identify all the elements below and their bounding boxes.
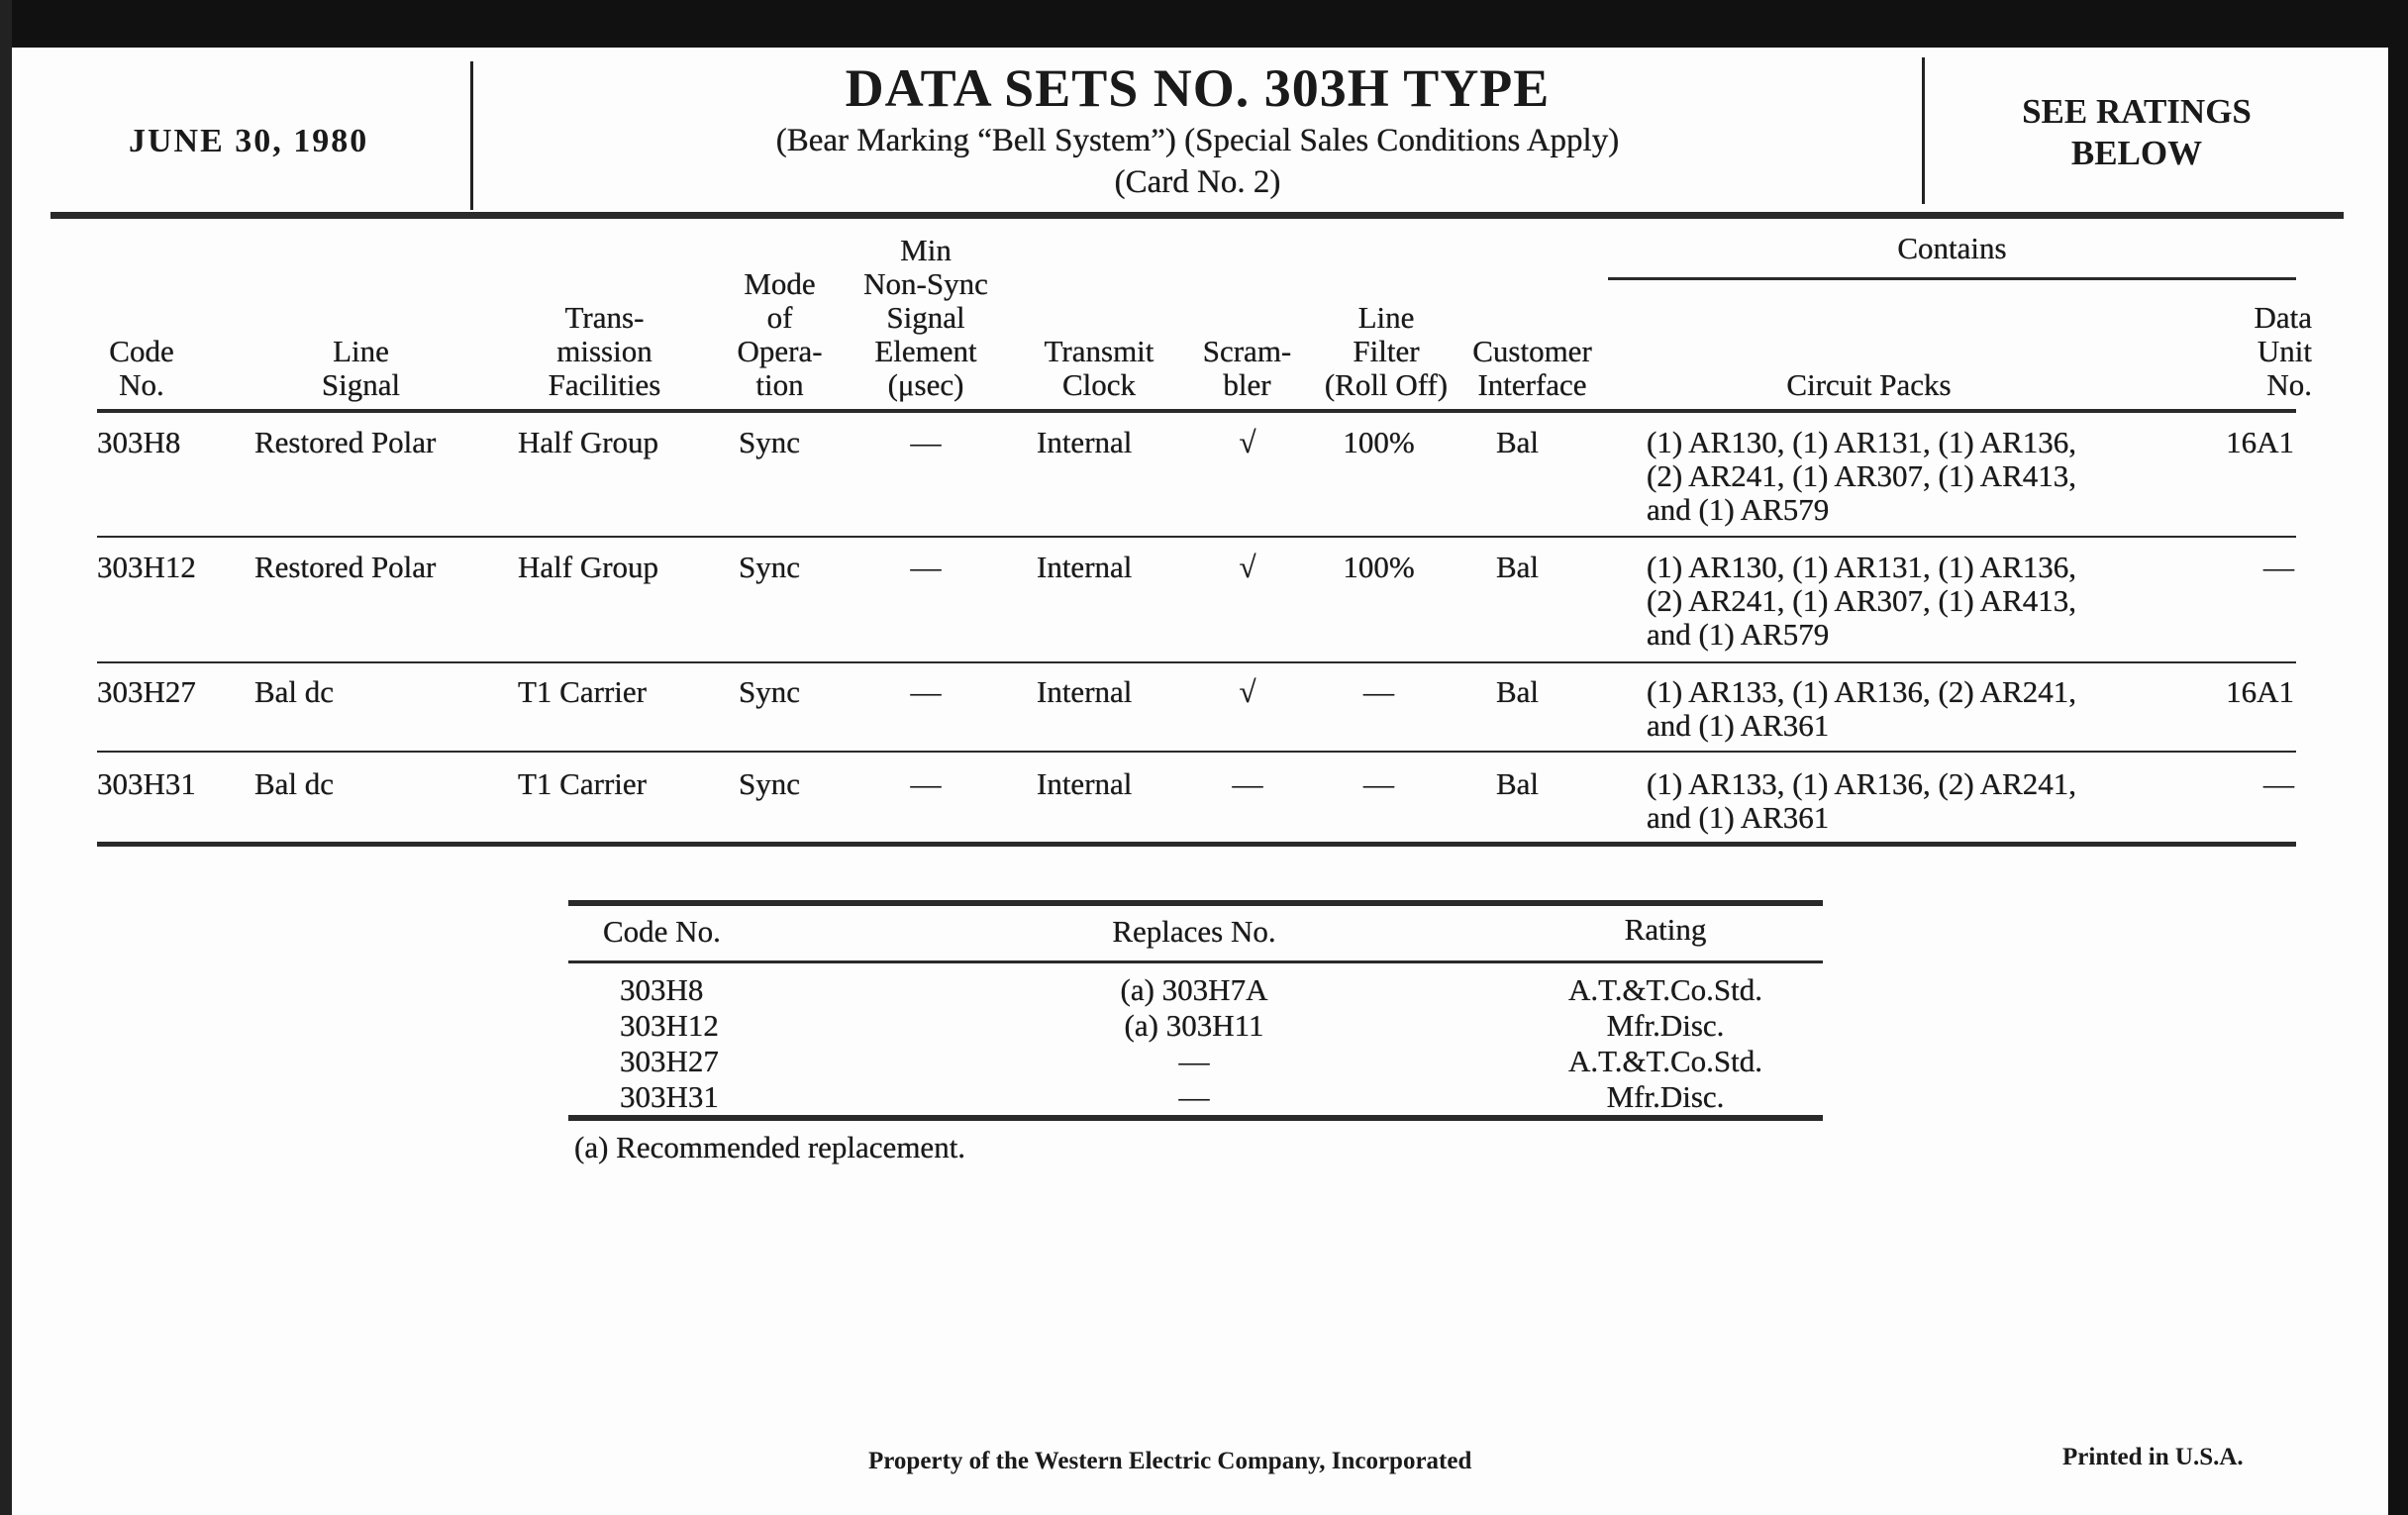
cell-transmission-facilities: T1 Carrier bbox=[518, 674, 647, 709]
ratings-header-code: Code No. bbox=[603, 914, 721, 949]
column-header-line-filter: Line Filter (Roll Off) bbox=[1324, 300, 1449, 402]
column-header-data-unit-no: Data Unit No. bbox=[2254, 300, 2312, 402]
cell-mode-of-operation: Sync bbox=[739, 766, 800, 801]
page-title: DATA SETS NO. 303H TYPE bbox=[845, 58, 1551, 118]
card-number: (Card No. 2) bbox=[1114, 164, 1281, 200]
ratings-cell-rating: Mfr.Disc. bbox=[1606, 1008, 1725, 1043]
cell-transmit-clock: Internal bbox=[1037, 425, 1133, 459]
ratings-footnote: (a) Recommended replacement. bbox=[574, 1130, 966, 1164]
ratings-header-replaces: Replaces No. bbox=[1112, 914, 1276, 949]
ratings-top-rule bbox=[568, 900, 1823, 906]
scan-border-top bbox=[0, 0, 2408, 48]
ratings-cell-rating: A.T.&T.Co.Std. bbox=[1567, 1044, 1763, 1078]
column-header-rule bbox=[97, 409, 2296, 413]
scan-border-right bbox=[2388, 0, 2408, 1515]
column-header-transmit-clock: Transmit Clock bbox=[1044, 334, 1154, 402]
cell-transmission-facilities: Half Group bbox=[518, 550, 659, 584]
column-header-transmission-facilities: Trans- mission Facilities bbox=[548, 300, 661, 402]
cell-customer-interface: Bal bbox=[1495, 674, 1540, 709]
column-header-line-signal: Line Signal bbox=[321, 334, 401, 402]
cell-transmission-facilities: Half Group bbox=[518, 425, 659, 459]
page-subtitle: (Bear Marking “Bell System”) (Special Sales Conditions Apply) bbox=[775, 123, 1620, 158]
cell-data-unit-no: — bbox=[2263, 766, 2294, 801]
cell-line-filter: 100% bbox=[1343, 550, 1415, 584]
ratings-note: SEE RATINGS BELOW bbox=[2022, 92, 2252, 172]
ratings-bottom-rule bbox=[568, 1115, 1823, 1121]
ratings-cell-code: 303H27 bbox=[620, 1044, 719, 1078]
cell-data-unit-no: 16A1 bbox=[2226, 674, 2294, 709]
cell-customer-interface: Bal bbox=[1495, 550, 1540, 584]
ratings-cell-code: 303H8 bbox=[620, 972, 704, 1007]
cell-scrambler: — bbox=[1232, 766, 1263, 801]
cell-line-signal: Restored Polar bbox=[254, 425, 437, 459]
scan-border-left bbox=[0, 0, 12, 1515]
card-date: JUNE 30, 1980 bbox=[129, 123, 369, 159]
cell-code: 303H27 bbox=[97, 674, 196, 709]
cell-transmit-clock: Internal bbox=[1037, 766, 1133, 801]
ratings-cell-code: 303H31 bbox=[620, 1079, 719, 1114]
header-rule bbox=[50, 212, 2344, 219]
cell-line-signal: Restored Polar bbox=[254, 550, 437, 584]
cell-min-non-sync-element: — bbox=[910, 766, 942, 801]
cell-scrambler: √ bbox=[1239, 550, 1256, 584]
cell-min-non-sync-element: — bbox=[910, 425, 942, 459]
ratings-cell-rating: A.T.&T.Co.Std. bbox=[1567, 972, 1763, 1007]
row-divider bbox=[97, 661, 2296, 663]
cell-circuit-packs: (1) AR130, (1) AR131, (1) AR136, (2) AR241, (1) AR307, (1) AR413, and (1) AR579 bbox=[1647, 550, 2076, 652]
cell-transmit-clock: Internal bbox=[1037, 674, 1133, 709]
contains-rule bbox=[1608, 277, 2296, 280]
cell-circuit-packs: (1) AR133, (1) AR136, (2) AR241, and (1) AR361 bbox=[1647, 674, 2076, 743]
cell-scrambler: √ bbox=[1239, 674, 1256, 709]
contains-group-header: Contains bbox=[1897, 231, 2007, 265]
cell-line-signal: Bal dc bbox=[254, 674, 335, 709]
cell-customer-interface: Bal bbox=[1495, 766, 1540, 801]
cell-code: 303H8 bbox=[97, 425, 181, 459]
row-divider bbox=[97, 751, 2296, 753]
cell-line-filter: 100% bbox=[1343, 425, 1415, 459]
cell-code: 303H12 bbox=[97, 550, 196, 584]
ratings-cell-replaces: — bbox=[1178, 1044, 1210, 1078]
ratings-cell-rating: Mfr.Disc. bbox=[1606, 1079, 1725, 1114]
cell-min-non-sync-element: — bbox=[910, 674, 942, 709]
row-divider bbox=[97, 536, 2296, 538]
table-bottom-rule bbox=[97, 842, 2296, 847]
cell-mode-of-operation: Sync bbox=[739, 674, 800, 709]
ratings-cell-code: 303H12 bbox=[620, 1008, 719, 1043]
column-header-customer-interface: Customer Interface bbox=[1472, 334, 1592, 402]
cell-data-unit-no: 16A1 bbox=[2226, 425, 2294, 459]
footer-property: Property of the Western Electric Company, Incorporated bbox=[868, 1448, 1472, 1474]
cell-min-non-sync-element: — bbox=[910, 550, 942, 584]
cell-code: 303H31 bbox=[97, 766, 196, 801]
ratings-header-rating: Rating bbox=[1624, 912, 1707, 947]
cell-line-filter: — bbox=[1363, 766, 1394, 801]
ratings-header-rule bbox=[568, 960, 1823, 963]
footer-printed: Printed in U.S.A. bbox=[2062, 1444, 2244, 1470]
cell-line-filter: — bbox=[1363, 674, 1394, 709]
column-header-code: Code No. bbox=[109, 334, 174, 402]
cell-mode-of-operation: Sync bbox=[739, 425, 800, 459]
column-header-mode-of-operation: Mode of Opera- tion bbox=[737, 266, 823, 402]
column-header-scrambler: Scram- bler bbox=[1202, 334, 1292, 402]
cell-data-unit-no: — bbox=[2263, 550, 2294, 584]
column-header-min-non-sync-element: Min Non-Sync Signal Element (μsec) bbox=[863, 233, 988, 402]
cell-mode-of-operation: Sync bbox=[739, 550, 800, 584]
cell-customer-interface: Bal bbox=[1495, 425, 1540, 459]
ratings-cell-replaces: — bbox=[1178, 1079, 1210, 1114]
cell-scrambler: √ bbox=[1239, 425, 1256, 459]
ratings-cell-replaces: (a) 303H7A bbox=[1120, 972, 1268, 1007]
cell-transmission-facilities: T1 Carrier bbox=[518, 766, 647, 801]
column-header-circuit-packs: Circuit Packs bbox=[1786, 367, 1952, 402]
cell-circuit-packs: (1) AR133, (1) AR136, (2) AR241, and (1) AR361 bbox=[1647, 766, 2076, 835]
cell-line-signal: Bal dc bbox=[254, 766, 335, 801]
cell-transmit-clock: Internal bbox=[1037, 550, 1133, 584]
ratings-cell-replaces: (a) 303H11 bbox=[1124, 1008, 1264, 1043]
cell-circuit-packs: (1) AR130, (1) AR131, (1) AR136, (2) AR241, (1) AR307, (1) AR413, and (1) AR579 bbox=[1647, 425, 2076, 527]
